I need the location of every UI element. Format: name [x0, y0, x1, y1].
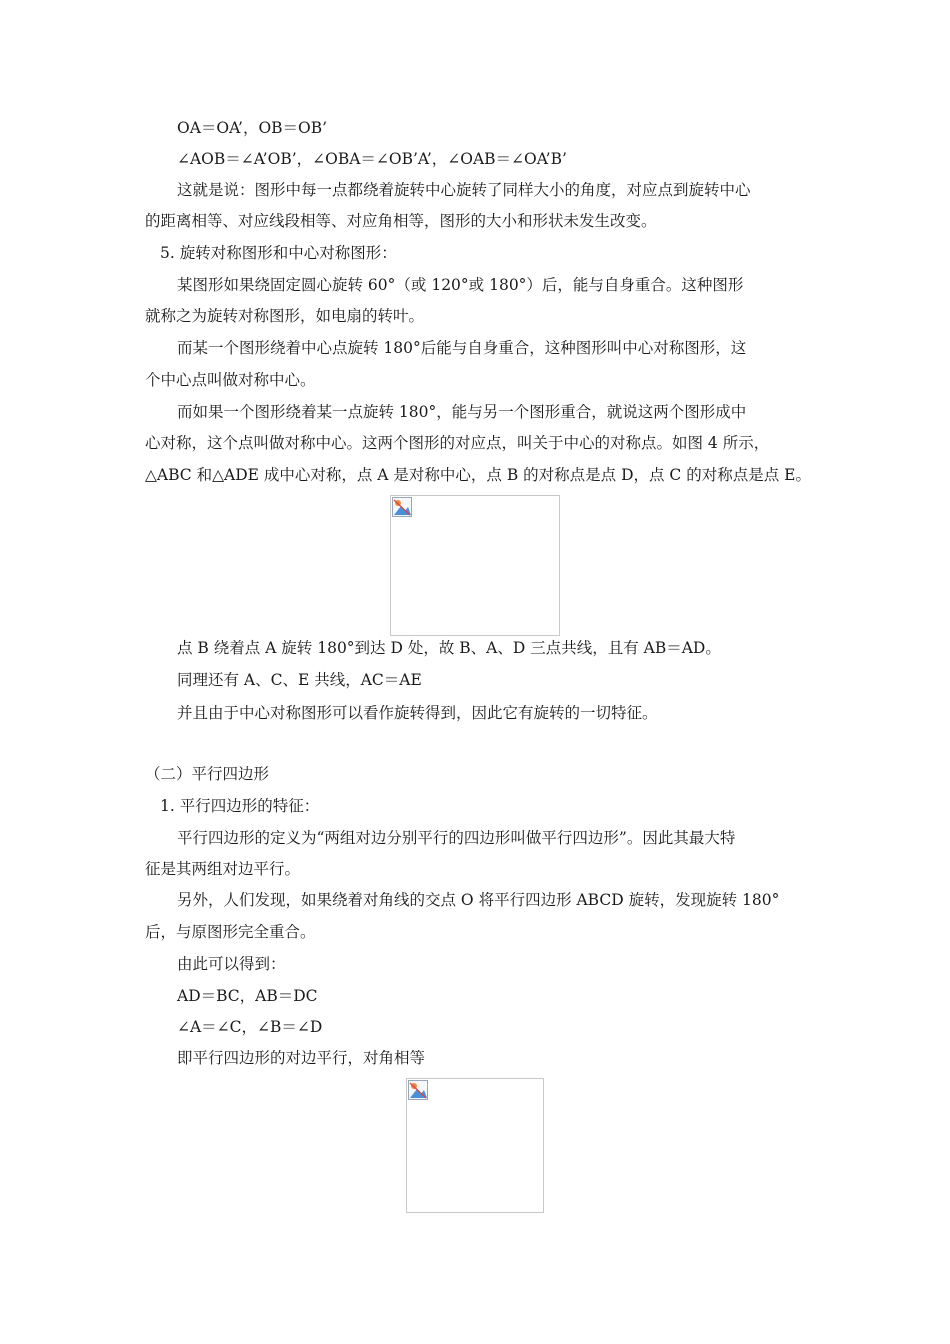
- section-heading: （二）平行四边形: [145, 765, 270, 783]
- summary-line-1: 这就是说：图形中每一点都绕着旋转中心旋转了同样大小的角度，对应点到旋转中心: [177, 181, 751, 199]
- equation-angles: ∠A＝∠C，∠B＝∠D: [177, 1018, 323, 1036]
- symmetric-pair-line-3: △ABC 和△ADE 成中心对称，点 A 是对称中心，点 B 的对称点是点 D，点 C 的对称点是点 E。: [145, 466, 811, 484]
- parallelogram-figure-image: [406, 1078, 544, 1213]
- after-figure-line-1: 点 B 绕着点 A 旋转 180°到达 D 处，故 B、A、D 三点共线，且有 AB＝AD。: [177, 639, 721, 657]
- definition-line-1: 平行四边形的定义为“两组对边分别平行的四边形叫做平行四边形”。因此其最大特: [177, 829, 736, 847]
- rotation-line-1: 另外，人们发现，如果绕着对角线的交点 O 将平行四边形 ABCD 旋转，发现旋转 180°: [177, 891, 780, 909]
- rotation-line-2: 后，与原图形完全重合。: [145, 923, 316, 941]
- item-5-title: 5. 旋转对称图形和中心对称图形：: [160, 244, 397, 262]
- rotation-symmetry-line-2: 就称之为旋转对称图形，如电扇的转叶。: [145, 307, 425, 325]
- derive-line: 由此可以得到：: [177, 955, 286, 973]
- summary-line-2: 的距离相等、对应线段相等、对应角相等，图形的大小和形状未发生改变。: [145, 212, 657, 230]
- definition-line-2: 征是其两组对边平行。: [145, 860, 301, 878]
- central-symmetry-line-1: 而某一个图形绕着中心点旋转 180°后能与自身重合，这种图形叫中心对称图形，这: [177, 339, 747, 357]
- broken-image-icon: [408, 1080, 428, 1100]
- figure-4-image: [390, 495, 560, 636]
- after-figure-line-2: 同理还有 A、C、E 共线，AC＝AE: [177, 671, 422, 689]
- symmetric-pair-line-2: 心对称，这个点叫做对称中心。这两个图形的对应点，叫关于中心的对称点。如图 4 所示，: [145, 434, 770, 452]
- rotation-symmetry-line-1: 某图形如果绕固定圆心旋转 60°（或 120°或 180°）后，能与自身重合。这种图形: [177, 276, 744, 294]
- equation-sides: AD＝BC，AB＝DC: [177, 987, 318, 1005]
- item-1-title: 1. 平行四边形的特征：: [160, 797, 320, 815]
- central-symmetry-line-2: 个中心点叫做对称中心。: [145, 371, 316, 389]
- after-figure-line-3: 并且由于中心对称图形可以看作旋转得到，因此它有旋转的一切特征。: [177, 704, 658, 722]
- broken-image-icon: [392, 497, 412, 517]
- equal-sides-line: OA＝OA’，OB＝OB’: [177, 119, 328, 137]
- conclusion-line: 即平行四边形的对边平行，对角相等: [177, 1049, 426, 1067]
- symmetric-pair-line-1: 而如果一个图形绕着某一点旋转 180°，能与另一个图形重合，就说这两个图形成中: [177, 403, 747, 421]
- equal-angles-line: ∠AOB＝∠A’OB’，∠OBA＝∠OB’A’，∠OAB＝∠OA’B’: [177, 150, 567, 168]
